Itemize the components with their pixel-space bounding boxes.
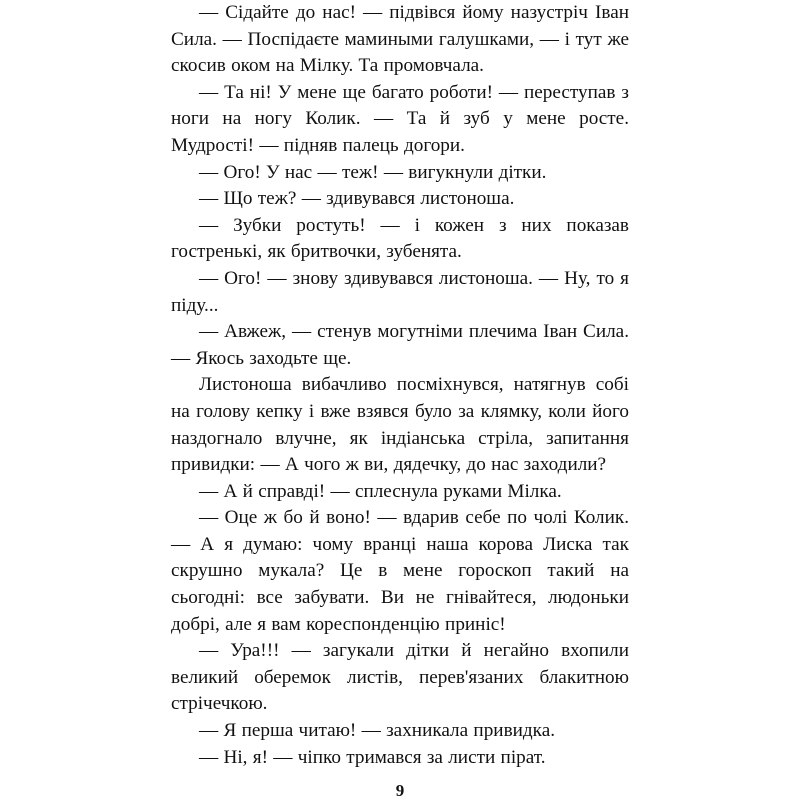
page-number: 9 — [395, 781, 405, 800]
paragraph: — Я перша читаю! — захникала привидка. — [199, 720, 556, 742]
paragraph: — Ні, я! — чіпко тримався за листи пірат. — [199, 746, 546, 768]
paragraph: Листоноша вибачливо посміхнувся, натягнув собі на голову кепку і вже взявся було за клямку, коли його наздогнало влучне, як індіанська стріла, запитання привидки: — А чого ж ви, дядечку, до нас заходили? — [171, 374, 629, 476]
paragraph: — Ого! — знову здивувався листоноша. — Ну, то я піду... — [171, 267, 629, 316]
paragraph: — Та ні! У мене ще багато роботи! — переступав з ноги на ногу Колик. — Та й зуб у мене росте. Мудрості! — підняв палець догори. — [171, 81, 629, 156]
paragraph: — Ура!!! — загукали дітки й негайно вхопили великий оберемок листів, перев'язаних блакитною стрічечкою. — [171, 640, 629, 715]
paragraph: — Що теж? — здивувався листоноша. — [199, 188, 515, 210]
paragraph: — Авжеж, — стенув могутніми плечима Іван Сила. — Якось заходьте ще. — [171, 321, 629, 369]
paragraph: — Зубки ростуть! — і кожен з них показав гостренькі, як бритвочки, зубенята. — [171, 214, 629, 263]
paragraph: — Ого! У нас — теж! — вигукнули дітки. — [199, 161, 547, 183]
paragraph: — Оце ж бо й воно! — вдарив себе по чолі Колик. — А я думаю: чому вранці наша корова Лиска так скрушно мукала? Це в мене гороскоп такий на сьогодні: все забувати. Ви не гнівайтеся, людоньки добрі, але я вам кореспонденцію приніс! — [171, 507, 629, 635]
paragraph: — Сідайте до нас! — підвівся йому назустріч Іван Сила. — Поспідаєте мамиными галушками, — і тут же скосив оком на Мілку. Та промовчала. — [171, 2, 629, 77]
page-text — [171, 0, 629, 771]
paragraph: — А й справді! — сплеснула руками Мілка. — [199, 480, 562, 502]
